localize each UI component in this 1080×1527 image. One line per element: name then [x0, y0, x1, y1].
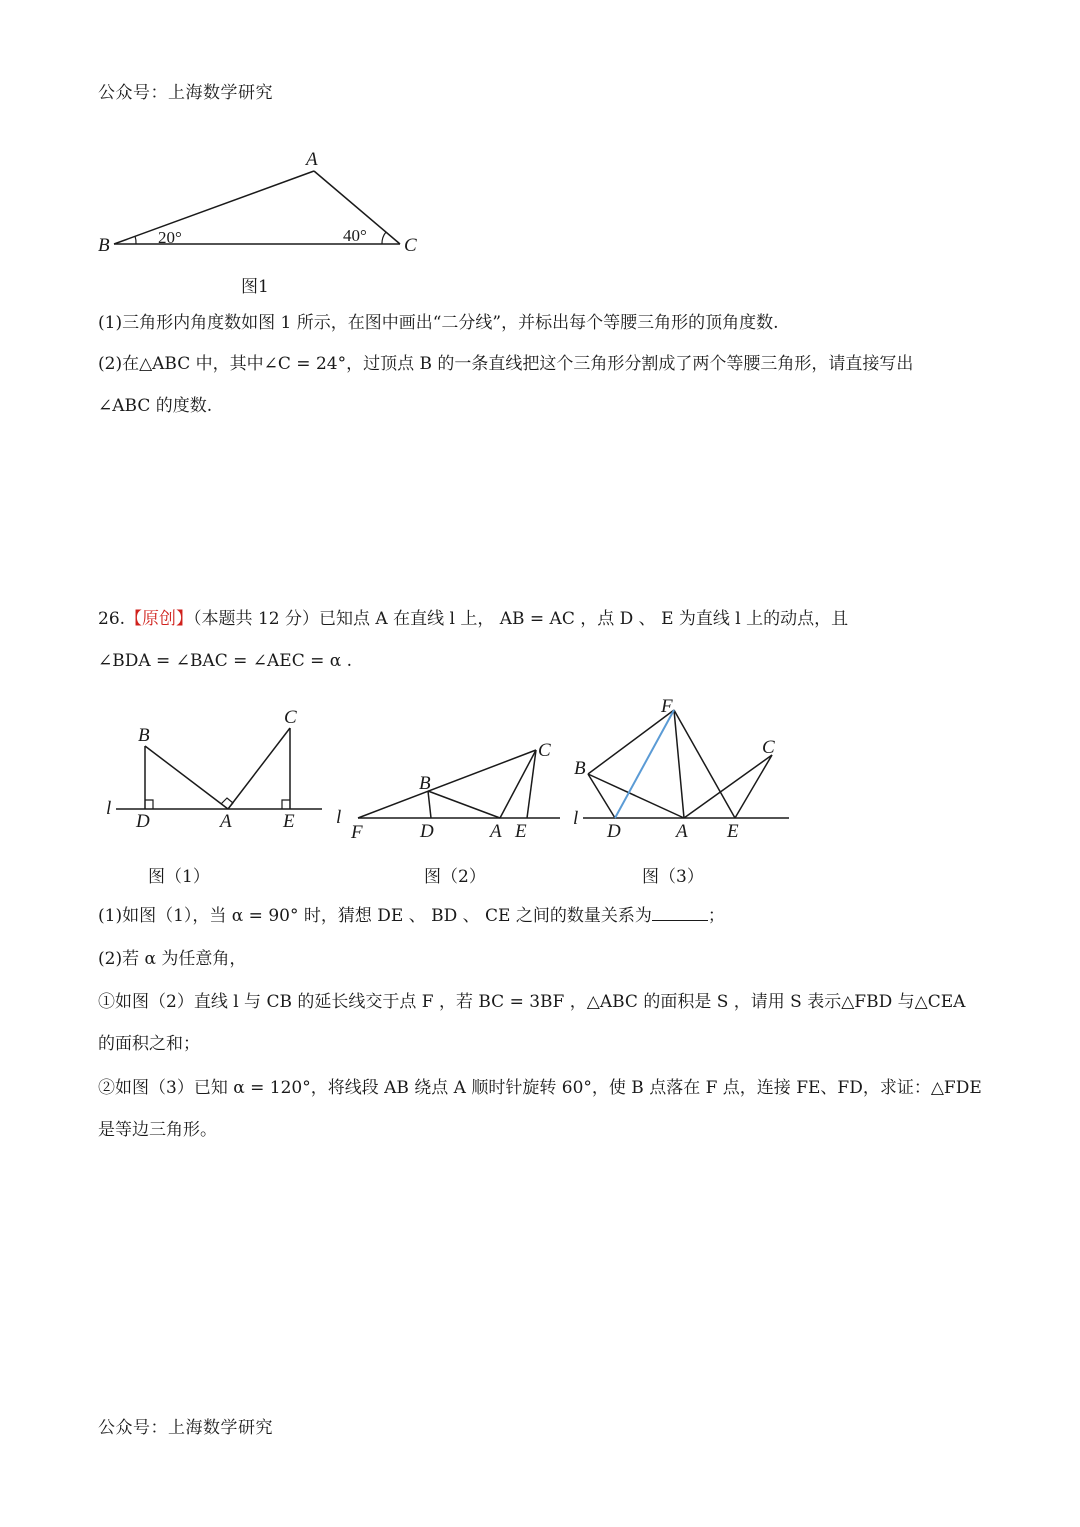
q26-part2-1-line1: ①如图（2）直线 l 与 CB 的延长线交于点 F ，若 BC = 3BF ，△ABC 的面积是 S ，请用 S 表示△FBD 与△CEA [98, 992, 966, 1012]
label-d: D [420, 821, 434, 842]
q25-part2-line2: ∠ABC 的度数. [98, 396, 213, 416]
q26-part2: (2)若 α 为任意角， [98, 949, 247, 969]
label-b: B [98, 235, 110, 256]
page-footer: 公众号：上海数学研究 [98, 1418, 273, 1438]
figure-q26-3-caption: 图（3） [642, 867, 704, 887]
segment-fd-highlight [615, 710, 674, 818]
right-angle-e [282, 800, 290, 809]
angle-b-value: 20° [158, 228, 182, 247]
label-f: F [661, 696, 673, 717]
label-e: E [283, 811, 295, 832]
label-l: l [336, 807, 342, 828]
segment-ba [114, 171, 314, 244]
angle-b-arc [135, 236, 136, 244]
label-b: B [574, 758, 586, 779]
label-e: E [515, 821, 527, 842]
label-a: A [676, 821, 688, 842]
q26-part2-1-line2: 的面积之和； [98, 1034, 200, 1054]
label-f: F [351, 822, 363, 843]
label-a: A [306, 149, 318, 170]
label-a: A [220, 811, 232, 832]
label-l: l [573, 808, 579, 829]
q25-part2-line1: (2)在△ABC 中，其中∠C = 24°，过顶点 B 的一条直线把这个三角形分割成了两个等腰三角形，请直接写出 [98, 354, 914, 374]
label-l: l [106, 798, 112, 819]
segment-ce [527, 750, 536, 818]
segment-bf [588, 710, 674, 774]
angle-c-value: 40° [343, 226, 367, 245]
figure-q26-1 [100, 700, 340, 840]
label-d: D [607, 821, 621, 842]
q26-intro [98, 606, 988, 632]
label-e: E [727, 821, 739, 842]
segment-ce [735, 755, 772, 818]
page-header: 公众号：上海数学研究 [98, 83, 273, 103]
q26-intro-text: （本题共 12 分）已知点 A 在直线 l 上， AB = AC ，点 D 、 E 为直线 l 上的动点，且 [193, 609, 849, 629]
q25-part1: (1)三角形内角度数如图 1 所示，在图中画出“二分线”，并标出每个等腰三角形的顶角度数. [98, 313, 779, 333]
segment-ac [500, 750, 536, 818]
label-b: B [138, 725, 150, 746]
q26-condition: ∠BDA = ∠BAC = ∠AEC = α . [98, 651, 353, 671]
right-angle-d [145, 800, 153, 809]
q26-part2-2-line2: 是等边三角形。 [98, 1120, 217, 1140]
label-b: B [419, 773, 431, 794]
figure-1-caption: 图1 [241, 277, 269, 297]
label-c: C [762, 737, 775, 758]
q26-part2-2-line1: ②如图（3）已知 α = 120°，将线段 AB 绕点 A 顺时针旋转 60°，使 B 点落在 F 点，连接 FE、FD，求证：△FDE [98, 1078, 982, 1098]
figure-q26-2 [330, 730, 570, 845]
q26-part1 [98, 903, 988, 929]
q26-part1-end: ； [707, 906, 725, 926]
segment-ba [145, 746, 228, 809]
figure-q26-2-caption: 图（2） [424, 867, 486, 887]
angle-c-arc [382, 232, 386, 244]
label-a: A [490, 821, 502, 842]
figure-q26-1-caption: 图（1） [148, 867, 210, 887]
segment-fc [358, 750, 536, 818]
label-d: D [136, 811, 150, 832]
q26-original-tag: 【原创】 [125, 609, 194, 629]
q26-part1-text: (1)如图（1），当 α = 90° 时，猜想 DE 、 BD 、 CE 之间的数量关系为 [98, 906, 652, 926]
segment-bd [428, 791, 431, 818]
segment-ac [684, 755, 772, 818]
label-c: C [538, 740, 551, 761]
q26-number: 26. [98, 609, 126, 629]
figure-1-triangle [90, 145, 430, 260]
segment-ba [428, 791, 500, 818]
figure-q26-3 [565, 690, 795, 845]
segment-ac [228, 728, 290, 809]
answer-blank[interactable] [652, 904, 708, 921]
label-c: C [404, 235, 417, 256]
label-c: C [284, 707, 297, 728]
